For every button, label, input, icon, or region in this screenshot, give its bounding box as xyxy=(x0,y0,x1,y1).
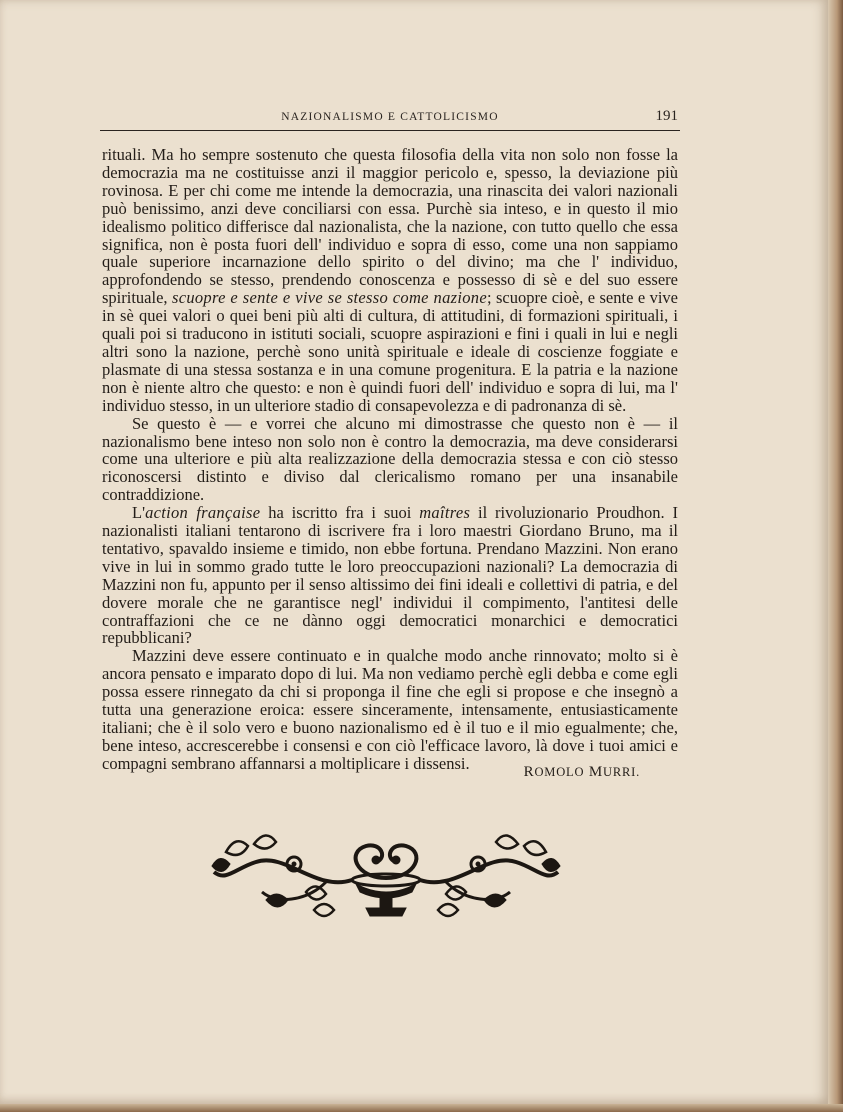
floral-vase-ornament-icon xyxy=(206,822,566,924)
paragraph-1 xyxy=(102,146,678,415)
running-header xyxy=(100,108,680,131)
paragraph-3-text-a: L' xyxy=(132,503,146,523)
page-bottom-edge xyxy=(0,1104,843,1112)
paragraph-3-italic-a: action française xyxy=(145,503,261,523)
paragraph-4: Mazzini deve essere continuato e in qualche modo anche rinnovato; molto si è ancora pensato e imparato dopo di lui. Ma non vediamo perchè egli debba e come egli possa essere rinnegato da chi si proponga il fine che egli si propose e che insegnò a tutta una generazione eroica: essere sinceramente, intensamente, entusiasticamente italiani; che è il solo vero e buono nazionalismo ed è il tuo e il mio egualmente; che, bene inteso, accrescerebbe i consensi e con ciò l'efficace lavoro, là dove i tuoi amici e compagni sembrano affannarsi a moltiplicare i dissensi. xyxy=(102,646,678,773)
running-title: NAZIONALISMO E CATTOLICISMO xyxy=(281,111,499,123)
paragraph-3-text-c: il rivoluzionario Proudhon. I nazionalisti italiani tentarono di iscrivere fra i loro maestri Giordano Bruno, ma il tentativo, spavaldo insieme e timido, non ebbe fortuna. Prendano Mazzini. Non erano vive in lui in sommo grado tutte le loro preoccupazioni nazionali? La democrazia di Mazzini non fu, appunto per il senso altissimo dei fini ideali e collettivi di patria, e del dovere morale che ne garantisce negl' individui il compimento, l'antitesi delle contraffazioni che ce ne dànno oggi democratici monarchici e democratici repubblicani? xyxy=(102,503,678,648)
author-signature xyxy=(440,764,640,781)
page-number: 191 xyxy=(655,108,678,124)
paragraph-1-text-a: rituali. Ma ho sempre sostenuto che questa filosofia della vita non solo non fosse la democrazia ma ne costituisse anzi il maggior pericolo e, spesso, la deviazione più rovinosa. E per chi come me intende la democrazia, una rinascita dei valori nazionali può benissimo, anzi deve conciliarsi con essa. Purchè sia inteso, e in questo il mio idealismo politico differisce dal nazionalista, che la nazione, con tutto quello che essa significa, non è posta fuori dell' individuo e sopra di esso, come una non sappiamo quale superiore incarnazione dello spirito o del divino; ma che l' individuo, approfondendo se stesso, prendendo conoscenza e possesso di sè e del suo essere spirituale, xyxy=(102,145,678,308)
signature-initial-first: R xyxy=(523,764,535,780)
signature-initial-last: M xyxy=(588,764,603,780)
article-body xyxy=(102,146,678,773)
paragraph-2: Se questo è — e vorrei che alcuno mi dimostrasse che questo non è — il nazionalismo bene inteso non solo non è contro la democrazia, ma deve considerarsi come una ulteriore e più alta realizzazione della democrazia stessa e con ciò stesso riconoscersi distinto e diviso dal clericalismo romano per una insanabile contraddizione. xyxy=(102,413,678,505)
paragraph-1-italic: scuopre e sente e vive se stesso come nazione xyxy=(171,288,487,308)
paragraph-1-text-b: ; scuopre cioè, e sente e vive in sè quei valori o quei beni più alti di cultura, di attitudini, di formazioni spirituali, i quali poi si traducono in istituti sociali, scuopre aspirazioni e fini i quali in lui e negli altri sono la nazione, perchè sono unità spirituale e ideale di coscienze foggiate e plasmate di una stessa sostanza e in una comune progenitura. E la patria e la nazione non è niente altro che questo: e non è quindi fuori dell' individuo e sopra di lui, ma l' individuo stesso, in un ulteriore stadio di consapevolezza e di padronanza di sè. xyxy=(102,288,678,415)
signature-first-name: OMOLO xyxy=(534,765,585,779)
paragraph-3-text-b: ha iscritto fra i suoi xyxy=(260,503,420,523)
paragraph-3 xyxy=(102,504,678,647)
signature-last-name: URRI. xyxy=(603,765,640,779)
paragraph-3-italic-b: maîtres xyxy=(419,503,471,523)
page-edge xyxy=(828,0,843,1112)
